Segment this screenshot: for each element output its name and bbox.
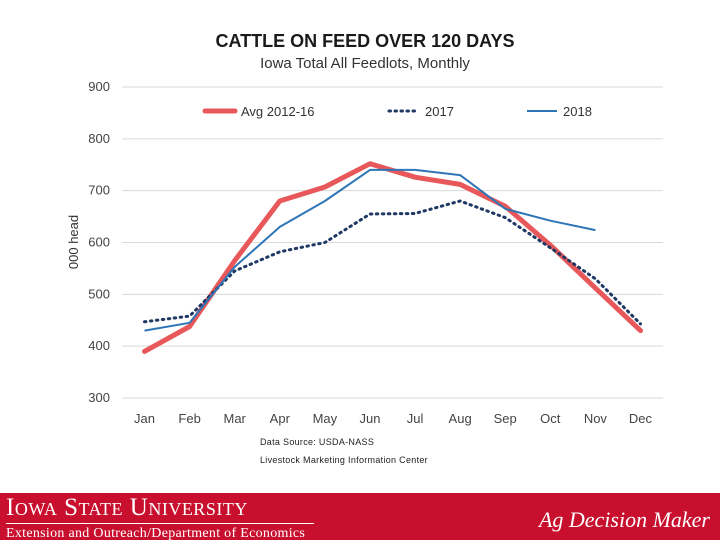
x-tick-label: Nov bbox=[584, 411, 608, 426]
footer-divider bbox=[6, 523, 314, 524]
x-tick-label: May bbox=[313, 411, 338, 426]
x-tick-label: Mar bbox=[224, 411, 247, 426]
y-tick-labels bbox=[88, 79, 110, 405]
y-tick-label: 500 bbox=[88, 286, 110, 301]
ag-decision-maker-logo: Ag Decision Maker bbox=[539, 507, 710, 533]
legend-label: 2018 bbox=[563, 104, 592, 119]
extension-department-text: Extension and Outreach/Department of Economics bbox=[6, 526, 314, 542]
y-tick-label: 600 bbox=[88, 235, 110, 250]
gridlines bbox=[122, 87, 663, 398]
chart-title: CATTLE ON FEED OVER 120 DAYS bbox=[215, 31, 514, 51]
y-tick-label: 300 bbox=[88, 390, 110, 405]
data-source-text: Data Source: USDA-NASS bbox=[260, 437, 374, 447]
x-tick-label: Sep bbox=[494, 411, 517, 426]
source-organization-text: Livestock Marketing Information Center bbox=[260, 455, 428, 465]
y-tick-label: 800 bbox=[88, 131, 110, 146]
x-tick-label: Apr bbox=[270, 411, 291, 426]
x-tick-labels bbox=[134, 411, 652, 426]
x-tick-label: Dec bbox=[629, 411, 653, 426]
y-tick-label: 400 bbox=[88, 338, 110, 353]
x-tick-label: Jul bbox=[407, 411, 424, 426]
x-tick-label: Feb bbox=[178, 411, 200, 426]
university-branding bbox=[6, 495, 314, 542]
legend bbox=[205, 104, 592, 119]
university-wordmark: Iowa State University bbox=[6, 495, 314, 521]
legend-label: Avg 2012-16 bbox=[241, 104, 315, 119]
x-tick-label: Jan bbox=[134, 411, 155, 426]
legend-label: 2017 bbox=[425, 104, 454, 119]
series-line-2018 bbox=[145, 170, 596, 331]
y-tick-label: 700 bbox=[88, 183, 110, 198]
footer-bar bbox=[0, 493, 720, 540]
x-tick-label: Jun bbox=[359, 411, 380, 426]
series-lines bbox=[145, 164, 641, 352]
x-tick-label: Oct bbox=[540, 411, 561, 426]
x-tick-label: Aug bbox=[449, 411, 472, 426]
y-axis-label: 000 head bbox=[66, 215, 81, 269]
chart-subtitle: Iowa Total All Feedlots, Monthly bbox=[260, 55, 470, 72]
y-tick-label: 900 bbox=[88, 79, 110, 94]
